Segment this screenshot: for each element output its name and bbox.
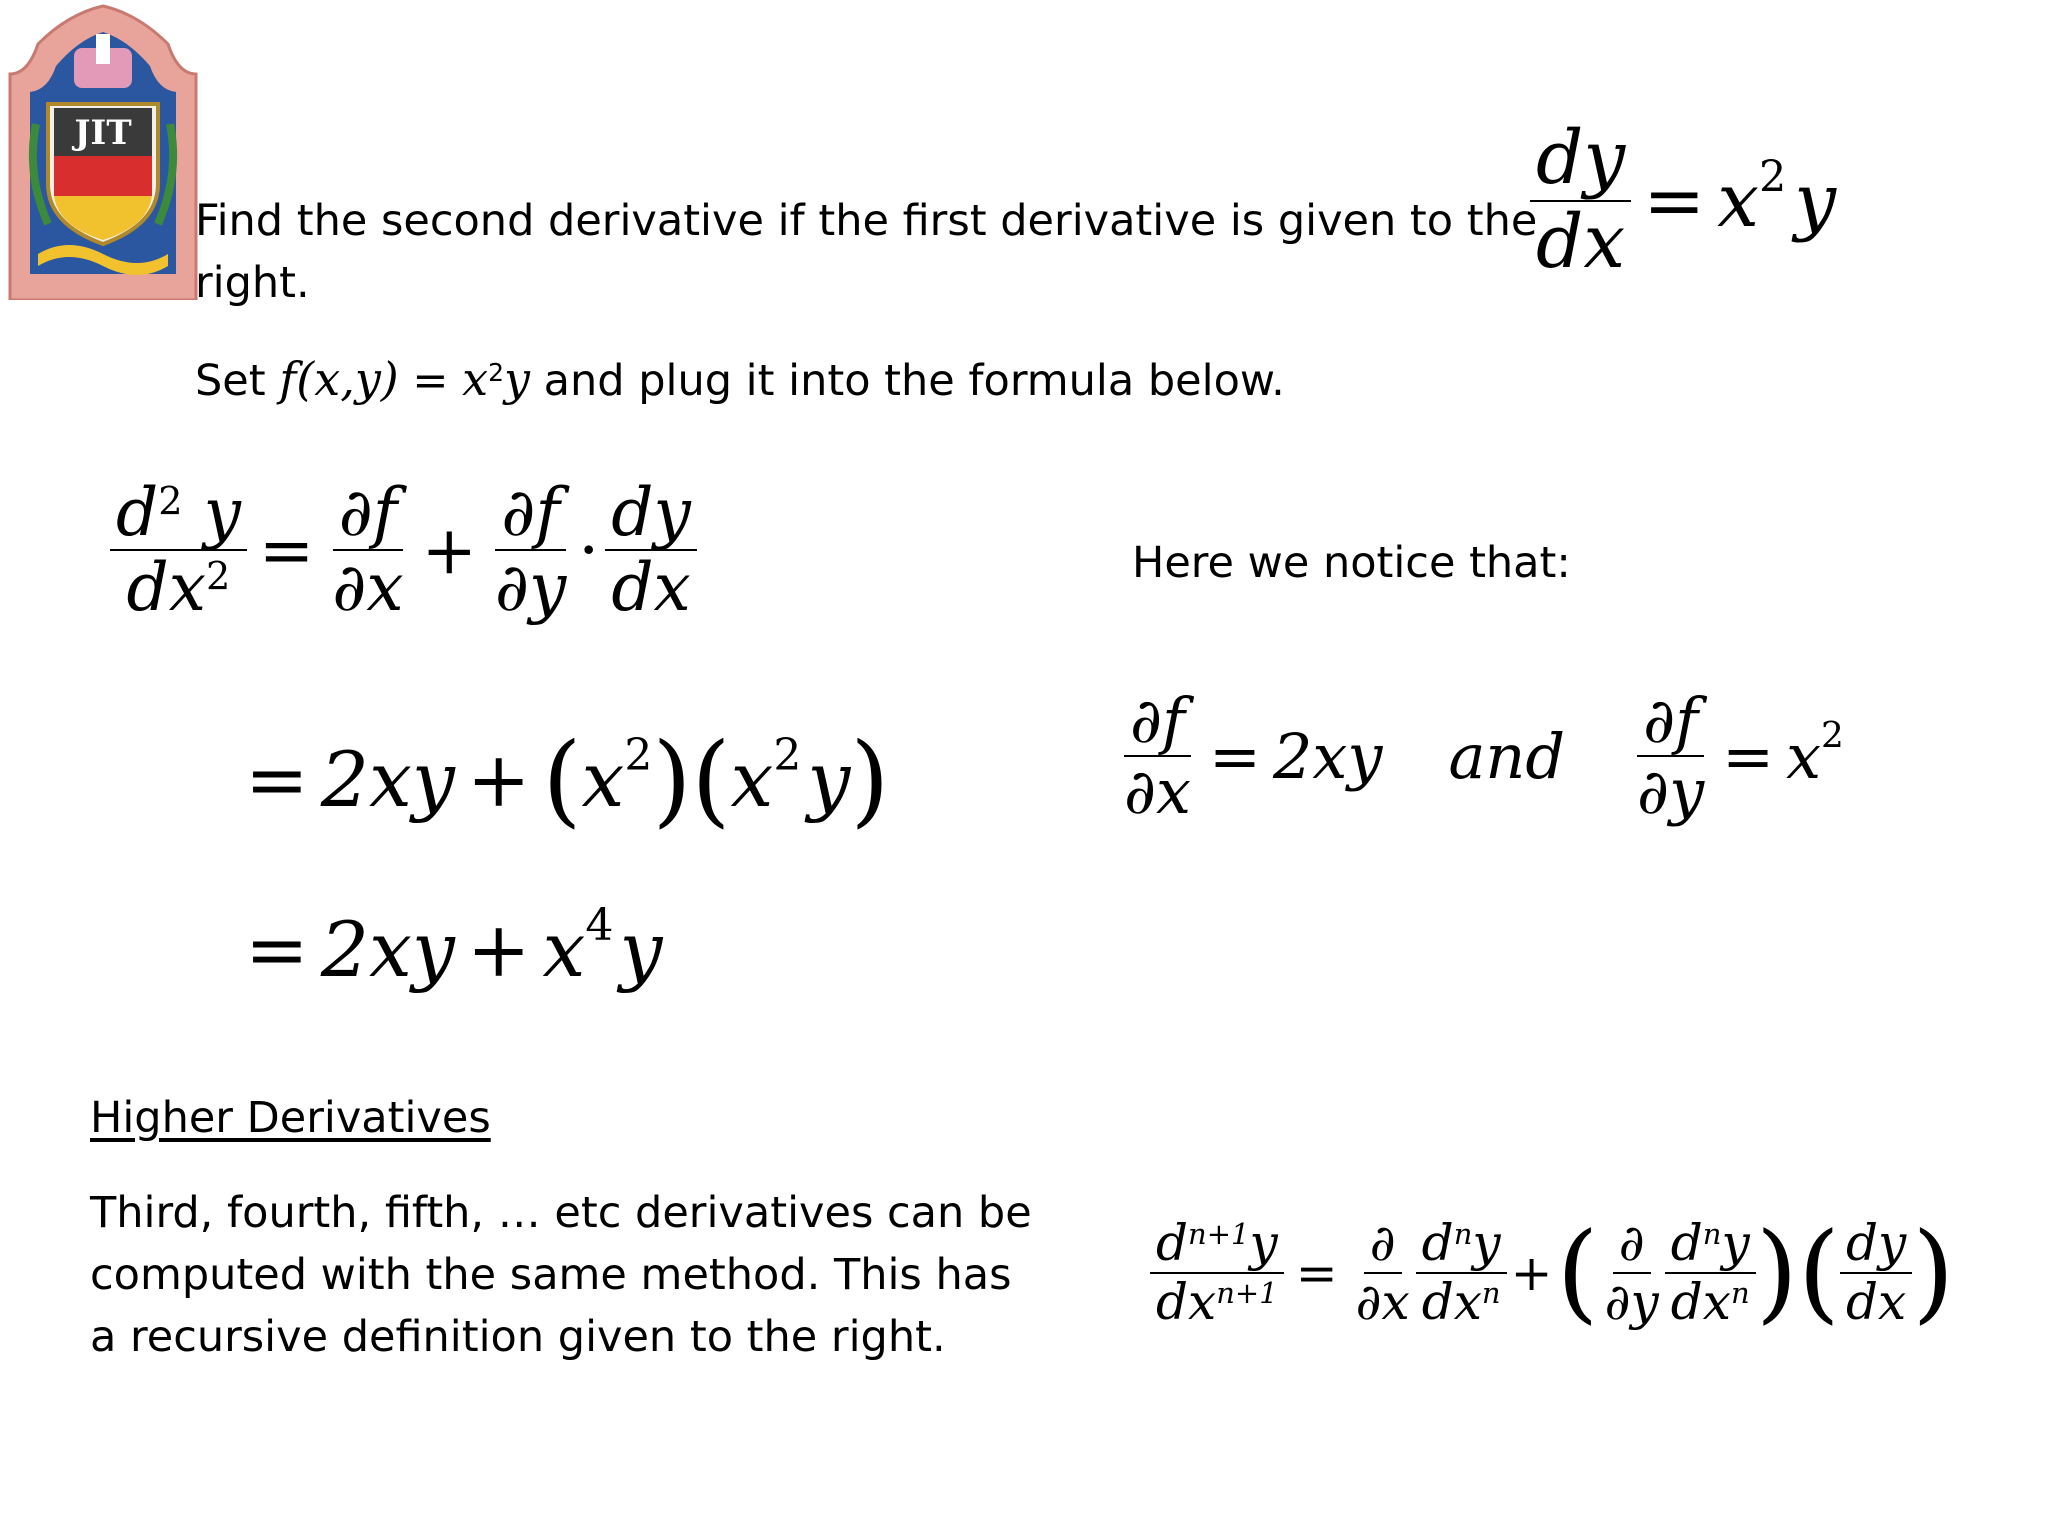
rec-partial-y-den: ∂y [1604,1272,1659,1331]
step1-a-x: x [581,735,625,824]
given-equation: $\frac{dy}{dx}$ = x $^2$ y [1530,120,1836,281]
rec-nth-1 [1416,1214,1507,1331]
rec-lhs-dx: dx [1156,1272,1217,1331]
rec-lhs-y: y [1249,1214,1278,1272]
step2-x: x [542,905,586,994]
set-prefix: Set [195,356,280,406]
partial-fy-den: ∂y [1637,755,1705,829]
formula-dot: · [578,511,600,589]
set-function: f(x,y) [279,352,399,406]
given-rhs-x: x [1717,157,1759,244]
notice-text: Here we notice that: [1132,538,1571,588]
formula-lhs [110,474,247,627]
set-instruction [195,348,1285,412]
rec-e-exp: n [1702,1217,1722,1252]
second-derivative-formula: $\frac{d^2 y}{dx^2}$ = $\frac{\partial f}{\partial x}$ + $\frac{\partial f}{\partial y}$ · $\frac{dy}{dx}$ [110,478,697,623]
step1-plus: + [466,735,531,824]
given-fraction [1530,115,1631,285]
rec-lhs [1150,1214,1284,1331]
partial-fy-rhs-x: x [1786,719,1822,793]
formula-lhs-d: d [116,474,159,551]
higher-line-2: computed with the same method. This has [90,1250,1012,1300]
set-suffix: and plug it into the formula below. [529,356,1285,406]
formula-term-fy-den: ∂y [494,549,567,627]
recursive-formula: $\frac{d^{n+1}y}{dx^{n+1}}$ = $\frac{\partial}{\partial x}$ $\frac{d^ny}{dx^n}$ + ( $\frac{\partial}{\partial y}$ $\frac{d^ny}{dx^n}$ )( $\frac{dy}{dx}$ ) [1150,1210,1954,1335]
rec-lhs-d: d [1156,1214,1189,1272]
formula-lhs-dx: dx [126,549,206,627]
rec-b-dx: dx [1421,1272,1482,1331]
rec-dydx-num: dy [1840,1217,1912,1274]
rec-lhs-exp: n+1 [1188,1217,1250,1252]
rec-partial-y [1599,1214,1665,1331]
formula-term-fx-num: ∂f [333,478,404,551]
rec-plus: + [1510,1243,1553,1302]
partial-derivatives: $\frac{\partial f}{\partial x}$ = 2xy and $\frac{\partial f}{\partial y}$ = x $^2$ [1118,688,1844,824]
higher-line-3: a recursive definition given to the right. [90,1312,946,1362]
higher-derivatives-heading: Higher Derivatives [90,1093,491,1143]
formula-term-dydx-num: dy [605,478,697,551]
substitution-step-2: = 2xy + x $^4$ y [245,900,662,1000]
step1-lead: 2xy [320,735,455,824]
rec-b-dexp: n [1481,1275,1501,1310]
and-word: and [1448,719,1566,793]
rec-b-y: y [1472,1214,1501,1272]
rec-e-y: y [1721,1214,1750,1272]
formula-term-fy [489,474,572,627]
problem-line-1: Find the second derivative if the first derivative is given to the [195,196,1538,246]
given-denominator: dx [1536,198,1626,285]
rec-nth-2 [1665,1214,1756,1331]
partial-fy-num: ∂f [1637,688,1704,757]
formula-lhs-exp: 2 [158,478,183,524]
rec-e-dexp: n [1731,1275,1750,1310]
logo-label: JIT [74,113,132,153]
formula-term-fy-num: ∂f [495,478,566,551]
given-numerator: dy [1530,120,1631,202]
rec-e-dx: dx [1670,1272,1732,1331]
rec-lhs-dexp: n+1 [1216,1275,1278,1310]
institution-logo [8,4,198,300]
step2-plus: + [466,905,531,994]
rec-e-d: d [1670,1214,1703,1272]
formula-term-dydx-den: dx [611,549,691,627]
formula-lhs-y: y [203,474,241,551]
formula-term-fx [326,474,409,627]
rec-b-d: d [1421,1214,1454,1272]
rec-b-exp: n [1453,1217,1473,1252]
rec-partial-x [1350,1214,1416,1331]
set-equals: = [398,356,463,406]
rec-partial-x-num: ∂ [1364,1217,1402,1274]
substitution-step-1: = 2xy + ( x $^2$ )( x $^2$ y ) [245,721,890,838]
partial-fy [1631,684,1710,829]
formula-term-fx-den: ∂x [332,549,404,627]
rec-dydx [1840,1214,1912,1331]
set-y: y [503,352,530,406]
set-exp: 2 [488,358,504,388]
rec-partial-x-den: ∂x [1355,1272,1410,1331]
higher-line-1: Third, fourth, fifth, … etc derivatives can be [90,1188,1032,1238]
rec-partial-y-num: ∂ [1613,1217,1651,1274]
rec-dydx-den: dx [1846,1272,1907,1331]
partial-fx [1118,684,1197,829]
formula-plus: + [421,511,477,589]
step2-lead: 2xy [320,905,455,994]
step1-b-y: y [807,735,851,824]
given-rhs-y: y [1794,157,1837,244]
partial-fx-den: ∂x [1124,755,1192,829]
formula-term-dydx [605,474,697,627]
partial-fx-num: ∂f [1124,688,1191,757]
partial-fx-rhs: 2xy [1272,719,1383,793]
problem-line-2: right. [195,258,310,308]
formula-lhs-den-exp: 2 [206,554,231,600]
step2-y: y [619,905,663,994]
step1-b-x: x [730,735,774,824]
set-x: x [462,352,489,406]
